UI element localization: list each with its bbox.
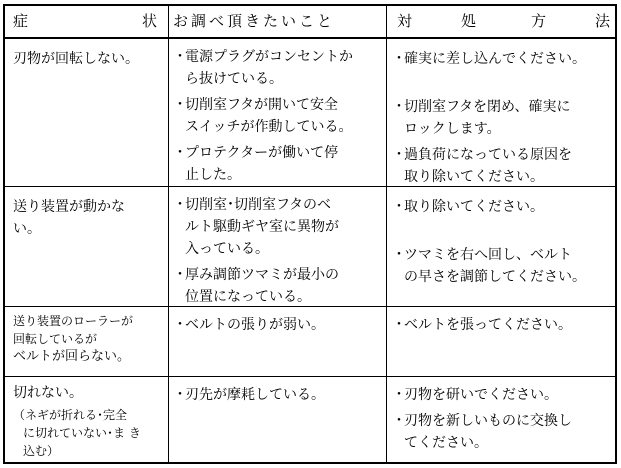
column-divider [168,6,169,462]
symptom-line: 刃物が回転しない。 [13,51,139,67]
header-remedy-3: 方 [531,12,547,30]
header-divider [5,37,615,39]
symptom-note [13,406,165,460]
remedy-item [394,196,609,218]
remedy-line: 刃物を新しいものに交換し [404,413,572,429]
remedy-line: 取り除いてください。 [404,169,544,185]
bullet-icon: ･ [395,317,403,333]
check-line: 切削室･切削室フタのベ [185,197,332,213]
column-divider [386,6,387,462]
check-item [175,194,380,260]
check-line: ベルトの張りが弱い。 [185,317,325,333]
remedy-item [394,410,609,454]
remedy-line: の早さを調節してください。 [404,269,586,285]
symptom-line: 回転しているが [13,332,98,346]
remedy-line: 取り除いてください。 [404,199,544,215]
bullet-icon: ･ [176,49,184,65]
check-line: スイッチが作動している。 [185,119,353,135]
symptom-cell [13,48,139,70]
remedy-line: 刃物を研いでください。 [404,387,558,403]
remedies-cell [394,314,609,340]
remedy-item [394,384,609,406]
check-item [175,94,380,138]
symptom-note-line: 込む） [23,444,60,458]
remedy-line: 過負荷になっている原因を [404,147,572,163]
bullet-icon: ･ [176,97,184,113]
checks-cell [175,46,380,190]
symptom-note-line: （ネギが折れる･完全 [13,408,128,422]
check-item [175,142,380,186]
symptom-cell [13,196,163,240]
bullet-icon: ･ [176,267,184,283]
check-item [175,314,380,336]
check-line: 切削室フタが開いて安全 [185,97,339,113]
check-line: ルト駆動ギヤ室に異物が [185,219,339,235]
row-divider [5,376,615,377]
check-item [175,264,380,308]
check-line: 厚み調節ツマミが最小の [185,267,339,283]
check-line: 電源プラグがコンセントか [185,49,353,65]
remedy-item [394,96,609,140]
symptom-cell [13,312,163,366]
bullet-icon: ･ [395,99,403,115]
bullet-icon: ･ [395,199,403,215]
bullet-icon: ･ [176,387,184,403]
bullet-icon: ･ [395,247,403,263]
checks-cell [175,314,380,340]
bullet-icon: ･ [176,317,184,333]
symptom-line: 切れない。 [13,385,83,401]
remedy-line: 確実に差し込んでください。 [404,51,586,67]
bullet-icon: ･ [395,51,403,67]
remedy-item [394,48,609,70]
remedy-line: ベルトを張ってください。 [404,317,572,333]
checks-cell [175,194,380,312]
header-remedy-2: 処 [461,12,477,30]
check-line: プロテクターが働いて停 [185,145,339,161]
symptom-line: 送り装置が動かな [13,199,125,215]
remedy-line: てください。 [404,435,488,451]
check-line: 入っている。 [185,241,269,257]
symptom-line: い。 [13,221,41,237]
symptom-line: ベルトが回らない。 [13,349,131,364]
header-symptom-1: 症 [13,12,29,30]
remedy-item [394,144,609,188]
bullet-icon: ･ [395,413,403,429]
remedy-line: ツマミを右へ回し、ベルト [404,247,572,263]
check-line: 止した。 [185,167,241,183]
header-checks: お調べ頂きたいこと [173,12,336,30]
check-line: 刃先が摩耗している。 [185,387,325,403]
remedies-cell [394,48,609,192]
remedy-item [394,314,609,336]
check-line: 位置になっている。 [185,289,311,305]
header-symptom-2: 状 [142,12,158,30]
troubleshooting-table [3,4,617,464]
bullet-icon: ･ [176,145,184,161]
symptom-note-line: に切れていない･ま き [23,426,141,440]
remedy-item [394,244,609,288]
check-item [175,384,380,406]
remedies-cell [394,196,609,292]
remedy-line: ロックします。 [404,121,501,137]
checks-cell [175,384,380,410]
check-line: ら抜けている。 [185,71,283,87]
header-remedy-4: 法 [595,12,611,30]
bullet-icon: ･ [395,387,403,403]
remedies-cell [394,384,609,458]
bullet-icon: ･ [176,197,184,213]
check-item [175,46,380,90]
symptom-line: 送り装置のローラーが [13,314,134,328]
symptom-cell [13,382,165,460]
bullet-icon: ･ [395,147,403,163]
remedy-line: 切削室フタを閉め、確実に [404,99,571,115]
header-remedy-1: 対 [397,12,413,30]
